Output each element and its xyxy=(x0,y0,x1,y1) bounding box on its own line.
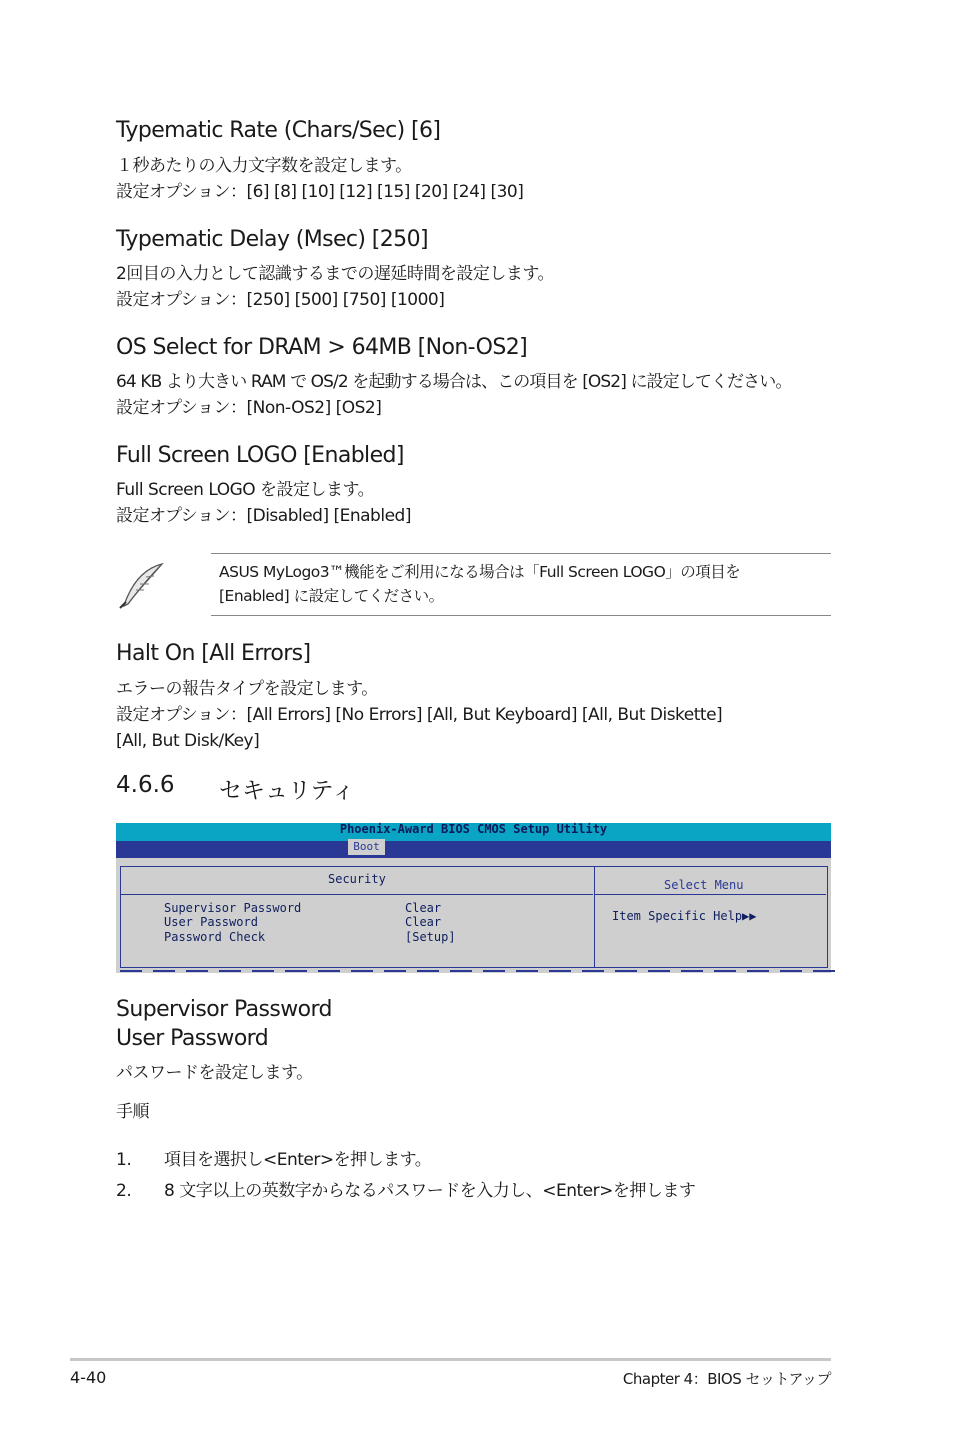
page-number: 4-40 xyxy=(70,1368,107,1387)
step-number: 2. xyxy=(116,1181,132,1201)
bios-screen xyxy=(116,823,831,973)
bios-item-label[interactable]: Password Check xyxy=(164,930,266,944)
setting-description: 2回目の入力として認識するまでの遅延時間を設定します。 xyxy=(116,264,554,284)
setting-heading-typematic-delay: Typematic Delay (Msec) [250] xyxy=(116,227,428,252)
bios-item-value[interactable]: Clear xyxy=(405,901,442,915)
setting-heading-typematic-rate: Typematic Rate (Chars/Sec) [6] xyxy=(116,118,441,143)
section-title xyxy=(116,772,355,804)
bios-help-title: Select Menu xyxy=(664,878,744,892)
feather-pen-icon xyxy=(116,560,168,612)
setting-heading-halt-on: Halt On [All Errors] xyxy=(116,641,311,666)
setting-options: 設定オプション：[Disabled] [Enabled] xyxy=(116,506,411,526)
note-bottom-rule xyxy=(211,615,831,616)
bios-help-text: Item Specific Help▶▶ xyxy=(612,909,757,923)
bios-tab-boot[interactable]: Boot xyxy=(348,839,385,855)
setting-description: エラーの報告タイプを設定します。 xyxy=(116,679,378,699)
step-text: 項目を選択し<Enter>を押します。 xyxy=(164,1150,432,1170)
setting-options: 設定オプション：[250] [500] [750] [1000] xyxy=(116,290,445,310)
setting-description: パスワードを設定します。 xyxy=(116,1063,313,1083)
step-text: 8 文字以上の英数字からなるパスワードを入力し、<Enter>を押します xyxy=(164,1181,696,1201)
setting-options: 設定オプション：[Non-OS2] [OS2] xyxy=(116,398,382,418)
bios-panel-title: Security xyxy=(328,872,386,886)
bios-bottom-dash xyxy=(120,970,835,972)
setting-options: 設定オプション：[6] [8] [10] [12] [15] [20] [24] [30] xyxy=(116,182,524,202)
setting-heading-full-screen-logo: Full Screen LOGO [Enabled] xyxy=(116,443,404,468)
setting-options-continued: [All, But Disk/Key] xyxy=(116,731,260,751)
setting-heading-user-password: User Password xyxy=(116,1026,269,1051)
setting-description: Full Screen LOGO を設定します。 xyxy=(116,480,375,500)
setting-heading-supervisor-password: Supervisor Password xyxy=(116,997,332,1022)
setting-heading-os-select: OS Select for DRAM > 64MB [Non-OS2] xyxy=(116,335,528,360)
section-number: 4.6.6 xyxy=(116,772,175,798)
bios-item-label[interactable]: Supervisor Password xyxy=(164,901,302,915)
bios-item-value[interactable]: Clear xyxy=(405,915,442,929)
note-line: [Enabled] に設定してください。 xyxy=(219,587,444,605)
setting-options: 設定オプション：[All Errors] [No Errors] [All, But Keyboard] [All, But Diskette] xyxy=(116,705,723,725)
note-line: ASUS MyLogo3™機能をご利用になる場合は「Full Screen LOGO」の項目を xyxy=(219,563,741,581)
chapter-label: Chapter 4：BIOS セットアップ xyxy=(622,1370,831,1388)
note-text xyxy=(219,560,740,608)
setting-description: 64 KB より大きい RAM で OS/2 を起動する場合は、この項目を [OS2] に設定してください。 xyxy=(116,372,792,392)
bios-item-label[interactable]: User Password xyxy=(164,915,258,929)
footer-rule xyxy=(70,1358,831,1361)
bios-item-value[interactable]: [Setup] xyxy=(405,930,456,944)
step-number: 1. xyxy=(116,1150,132,1170)
note-top-rule xyxy=(211,553,831,554)
bios-title-bar: Phoenix-Award BIOS CMOS Setup Utility xyxy=(116,823,831,841)
setting-description: １秒あたりの入力文字数を設定します。 xyxy=(116,156,412,176)
section-label: セキュリティ xyxy=(219,778,355,804)
bios-menu-bar xyxy=(116,841,831,858)
procedure-label: 手順 xyxy=(116,1102,149,1122)
